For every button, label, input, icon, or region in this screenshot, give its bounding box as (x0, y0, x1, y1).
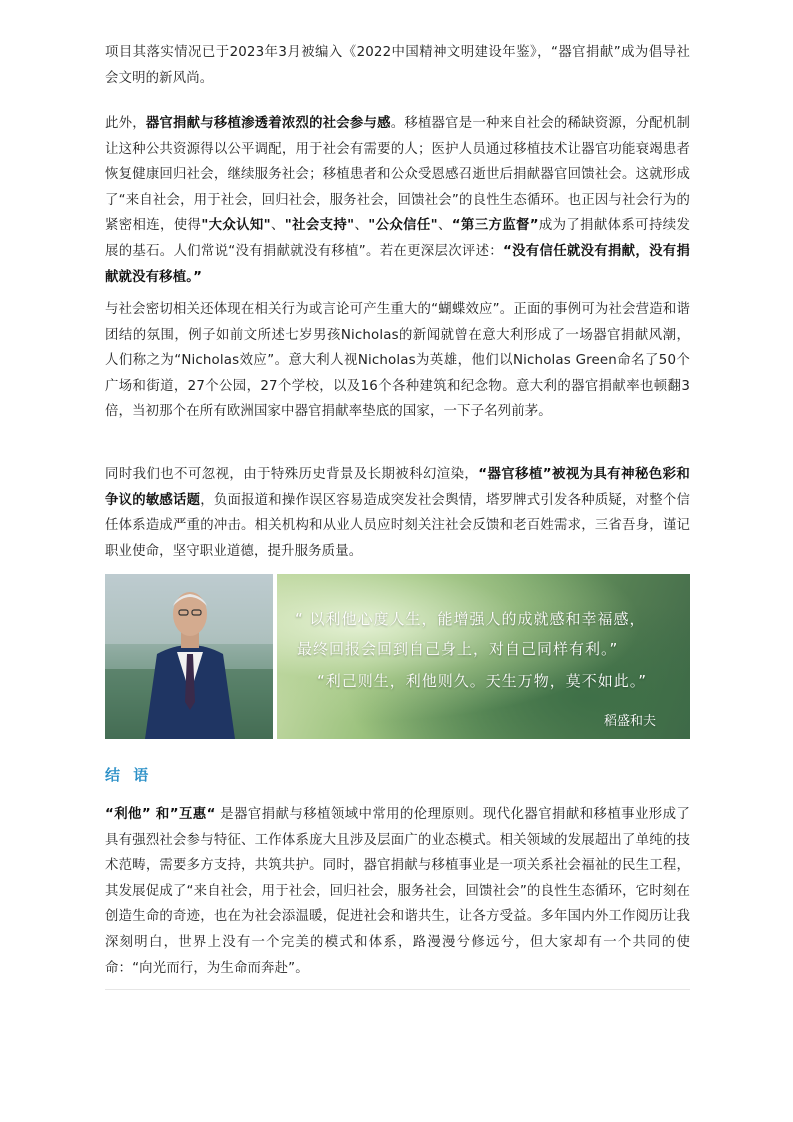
emphasis-text: “第三方监督” (451, 218, 539, 234)
divider (105, 989, 690, 990)
emphasis-text: "社会支持" (284, 218, 355, 234)
body-text: 、 (437, 218, 452, 234)
paragraph-butterfly-effect (105, 297, 690, 425)
body-text: 项目其落实情况已于2023年3月被编入《2022中国精神文明建设年鉴》，“器官捐献”成为倡导社会文明的新风尚。 (105, 45, 690, 86)
emphasis-text: “利他” 和”互惠“ (105, 807, 216, 822)
body-text: 、 (270, 218, 285, 234)
quote-line-2: 最终回报会回到自己身上，对自己同样有利。” (297, 640, 619, 658)
body-text: 是器官捐献与移植领域中常用的伦理原则。现代化器官捐献和移植事业形成了具有强烈社会参与特征、工作体系庞大且涉及层面广的业态模式。相关领域的发展超出了单纯的技术范畴，需要多方支持，共筑共护。同时，器官捐献与移植事业是一项关系社会福祉的民生工程，其发展促成了“来自社会，用于社会，回归社会，服务社会，回馈社会”的良性生态循环，它时刻在创造生命的奇迹，也在为社会添温暖，促进社会和谐共生，让各方受益。多年国内外工作阅历让我深刻明白，世界上没有一个完美的模式和体系，路漫漫兮修远兮，但大家却有一个共同的使命：“向光而行，为生命而奔赴”。 (105, 807, 690, 976)
emphasis-text: "公众信任" (368, 218, 438, 234)
body-text: ，负面报道和操作误区容易造成突发社会舆情，塔罗牌式引发各种质疑，对整个信任体系造成严重的冲击。相关机构和从业人员应时刻关注社会反馈和老百姓需求，三省吾身，谨记职业使命，坚守职业道德，提升服务质量。 (105, 492, 690, 559)
emphasis-text: "大众认知" (201, 218, 271, 234)
emphasis-text: “器官移植”被视为具有神秘色彩和争议的敏感话题 (105, 467, 690, 508)
quote-banner (105, 574, 690, 739)
body-text: 此外， (105, 116, 146, 131)
paragraph-conclusion (105, 802, 690, 981)
body-text: 。移植器官是一种来自社会的稀缺资源，分配机制让这种公共资源得以公平调配，用于社会有需要的人；医护人员通过移植技术让器官功能衰竭患者恢复健康回归社会，继续服务社会；移植患者和公众受恩感召逝世后捐献器官回馈社会。这就形成了“来自社会，用于社会，回归社会，服务社会，回馈社会”的良性生态循环。也正因与社会行为的紧密相连，使得 (105, 116, 690, 234)
quote-author: 稻盛和夫 (603, 714, 656, 729)
quote-line-3: “利己则生，利他则久。天生万物，莫不如此。” (317, 672, 648, 690)
paragraph-sensitive-topic (105, 462, 690, 564)
body-text: 同时我们也不可忽视，由于特殊历史背景及长期被科幻渲染， (105, 467, 479, 482)
body-text: 成为了捐献体系可持续发展的基石。人们常说“没有捐献就没有移植”。若在更深层次评述： (105, 218, 690, 259)
quote-line-1: “ 以利他心度人生，能增强人的成就感和幸福感， (295, 610, 646, 628)
portrait-illustration (105, 574, 273, 739)
body-text: 与社会密切相关还体现在相关行为或言论可产生重大的“蝴蝶效应”。正面的事例可为社会营造和谐团结的氛围，例子如前文所述七岁男孩Nicholas的新闻就曾在意大利形成了一场器官捐献风潮，人们称之为“Nicholas效应”。意大利人视Nicholas为英雄，他们以Nicholas Green命名了50个广场和街道，27个公园，27个学校，以及16个各种建筑和纪念物。意大利的器官捐献率也顿翻3倍，当初那个在所有欧洲国家中器官捐献率垫底的国家，一下子名列前茅。 (105, 302, 690, 420)
emphasis-text: 器官捐献与移植渗透着浓烈的社会参与感 (145, 116, 391, 131)
emphasis-text: “没有信任就没有捐献，没有捐献就没有移植。” (105, 243, 691, 285)
quote-panel (277, 574, 690, 739)
section-heading-conclusion: 结 语 (105, 766, 153, 784)
paragraph-yearbook (105, 40, 690, 91)
paragraph-social-participation (105, 111, 690, 290)
body-text: 、 (354, 218, 369, 234)
portrait-photo (105, 574, 273, 739)
